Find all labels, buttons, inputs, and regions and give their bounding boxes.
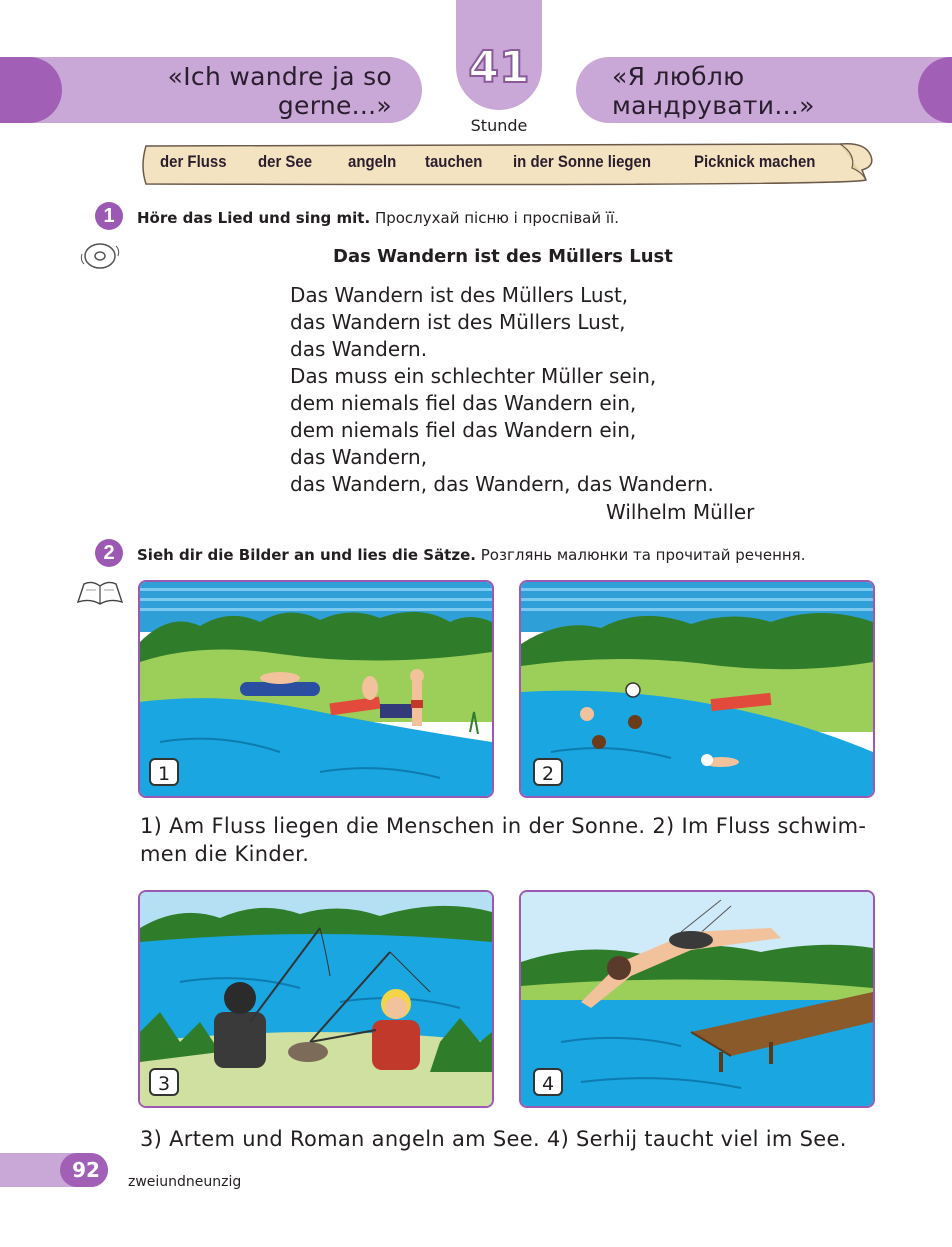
task2-instruction [137,546,805,564]
cd-icon [78,238,126,272]
lyrics-line: dem niemals fiel das Wandern ein, [290,391,637,415]
vocab-word: angeln [348,152,397,171]
page-number: 92 [72,1158,100,1182]
song-author: Wilhelm Müller [606,500,755,524]
page-number-word: zweiundneunzig [128,1174,242,1190]
caption-pictures-1-2: 1) Am Fluss liegen die Menschen in der Sonne. 2) Im Fluss schwim- men die Kinder. [140,814,867,866]
vocab-word: Picknick machen [694,152,816,171]
caption-pictures-3-4: 3) Artem und Roman angeln am See. 4) Serhij taucht viel im See. [140,1127,847,1151]
vocab-word: der See [258,152,313,171]
picture-number: 2 [533,758,563,786]
song-title: Das Wandern ist des Müllers Lust [333,246,673,267]
instruction-ukrainian: Розглянь малюнки та прочитай речення. [480,546,806,564]
lyrics-line: Das Wandern ist des Müllers Lust, [290,283,629,307]
book-icon [74,576,126,606]
picture-swimming [519,580,875,798]
lesson-label: Stunde [470,116,528,135]
song-lyrics [290,282,714,498]
lyrics-line: das Wandern ist des Müllers Lust, [290,310,626,334]
task-number-badge: 1 [95,202,123,230]
lesson-title-german: «Ich wandre ja so gerne...» [167,62,392,120]
lyrics-line: das Wandern, das Wandern, das Wandern. [290,472,714,496]
picture-diving [519,890,875,1108]
task-number-badge: 2 [95,539,123,567]
picture-sunbathing [138,580,494,798]
picture-fishing [138,890,494,1108]
lyrics-line: dem niemals fiel das Wandern ein, [290,418,637,442]
instruction-german: Sieh dir die Bilder an und lies die Sätze. [137,546,476,564]
lyrics-line: Das muss ein schlechter Müller sein, [290,364,657,388]
lyrics-line: das Wandern, [290,445,428,469]
vocab-word: der Fluss [160,152,227,171]
lesson-number: 41 [468,42,530,93]
vocab-word: tauchen [425,152,483,171]
picture-number: 1 [149,758,179,786]
picture-number: 3 [149,1068,179,1096]
task1-instruction [137,209,619,227]
instruction-german: Höre das Lied und sing mit. [137,209,371,227]
vocab-word: in der Sonne liegen [513,152,651,171]
picture-number: 4 [533,1068,563,1096]
lesson-title-ukrainian: «Я люблю мандрувати...» [612,62,815,120]
lyrics-line: das Wandern. [290,337,428,361]
instruction-ukrainian: Прослухай пісню і проспівай її. [374,209,619,227]
